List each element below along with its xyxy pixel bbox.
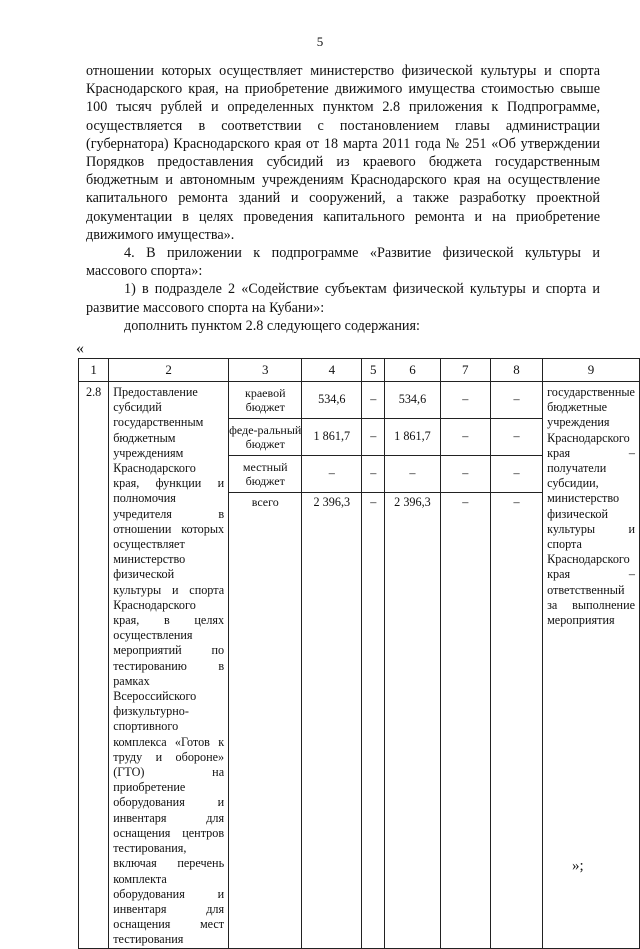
row-number: 2.8	[79, 382, 109, 949]
value-cell: 534,6	[302, 382, 361, 419]
value-cell: 534,6	[385, 382, 439, 419]
header-cell: 9	[543, 359, 640, 382]
value-cell: –	[302, 456, 361, 493]
value-cell: 2 396,3	[394, 495, 431, 509]
value-cell: –	[362, 382, 384, 419]
source-name: всего	[251, 495, 279, 509]
value-cell: –	[385, 456, 439, 493]
paragraph-1: отношении которых осуществляет министерство физической культуры и спорта Краснодарского края, на приобретение движимого имущества стоимостью свыше 100 тысяч рублей и определенных пунктом 2.8 приложения к Подпрограмме, осуществляется в соответствии с постановлением главы администрации (губернатора) Краснодарского края от 18 марта 2011 года № 251 «Об утверждении Порядков предоставления субсидий из краевого бюджета государственным бюджетным и автономным учреждениям Краснодарского края на осуществление капитального ремонта зданий и сооружений, а также разработку проектной документации в целях проведения капитального ремонта и на приобретение движимого имущества».	[86, 63, 600, 243]
value-cell: –	[441, 419, 490, 456]
value-cell: –	[362, 419, 384, 456]
column-8-values	[490, 382, 542, 949]
program-table	[78, 358, 640, 949]
column-5-values	[362, 382, 385, 949]
header-cell: 3	[229, 359, 302, 382]
header-cell: 4	[302, 359, 362, 382]
header-cell: 5	[362, 359, 385, 382]
value-cell: 1 861,7	[302, 419, 361, 456]
header-cell: 6	[385, 359, 440, 382]
value-cell: 1 861,7	[385, 419, 439, 456]
value-cell: –	[362, 456, 384, 493]
opening-quote: «	[76, 340, 84, 357]
column-7-values	[440, 382, 490, 949]
value-cell: –	[462, 495, 469, 509]
value-cell: –	[441, 382, 490, 419]
header-cell: 1	[79, 359, 109, 382]
row-responsible: государственные бюджетные учреждения Краснодарского края – получатели субсидии, министерство физической культуры и спорта Краснодарского края – ответственный за выполнение мероприятия	[543, 382, 640, 949]
header-cell: 2	[109, 359, 229, 382]
column-6-values	[385, 382, 440, 949]
source-name: краевой бюджет	[229, 382, 301, 419]
value-cell: –	[491, 456, 542, 493]
source-name: местный бюджет	[229, 456, 301, 493]
value-cell: –	[441, 456, 490, 493]
header-cell: 7	[440, 359, 490, 382]
value-cell: –	[491, 419, 542, 456]
table-header-row	[79, 359, 640, 382]
value-cell: 2 396,3	[313, 495, 351, 509]
column-4-values	[302, 382, 362, 949]
body-text	[86, 62, 600, 335]
paragraph-2: 4. В приложении к подпрограмме «Развитие физической культуры и массового спорта»:	[86, 245, 600, 280]
closing-quote: »;	[572, 858, 584, 874]
paragraph-3: 1) в подразделе 2 «Содействие субъектам физической культуры и спорта и развитие массового спорта на Кубани»:	[86, 281, 600, 316]
funding-sources	[229, 382, 302, 949]
value-cell: –	[491, 382, 542, 419]
header-cell: 8	[490, 359, 542, 382]
value-cell: –	[513, 495, 520, 509]
table-row	[79, 382, 640, 949]
source-name: феде-ральный бюджет	[229, 419, 301, 456]
value-cell: –	[370, 495, 377, 509]
row-description: Предоставление субсидий государственным бюджетным учреждениям Краснодарского края, функции и полномочия учредителя в отношении которых осуществляет министерство физической культуры и спорта Краснодарского края, в целях осуществления мероприятий по тестированию в рамках Всероссийского физкультурно-спортивного комплекса «Готов к труду и обороне» (ГТО) на приобретение оборудования и инвентаря для оснащения центров тестирования, включая перечень комплекта оборудования и инвентаря для оснащения мест тестирования	[109, 382, 229, 949]
paragraph-4: дополнить пунктом 2.8 следующего содержания:	[124, 317, 420, 334]
page-number: 5	[316, 34, 324, 49]
